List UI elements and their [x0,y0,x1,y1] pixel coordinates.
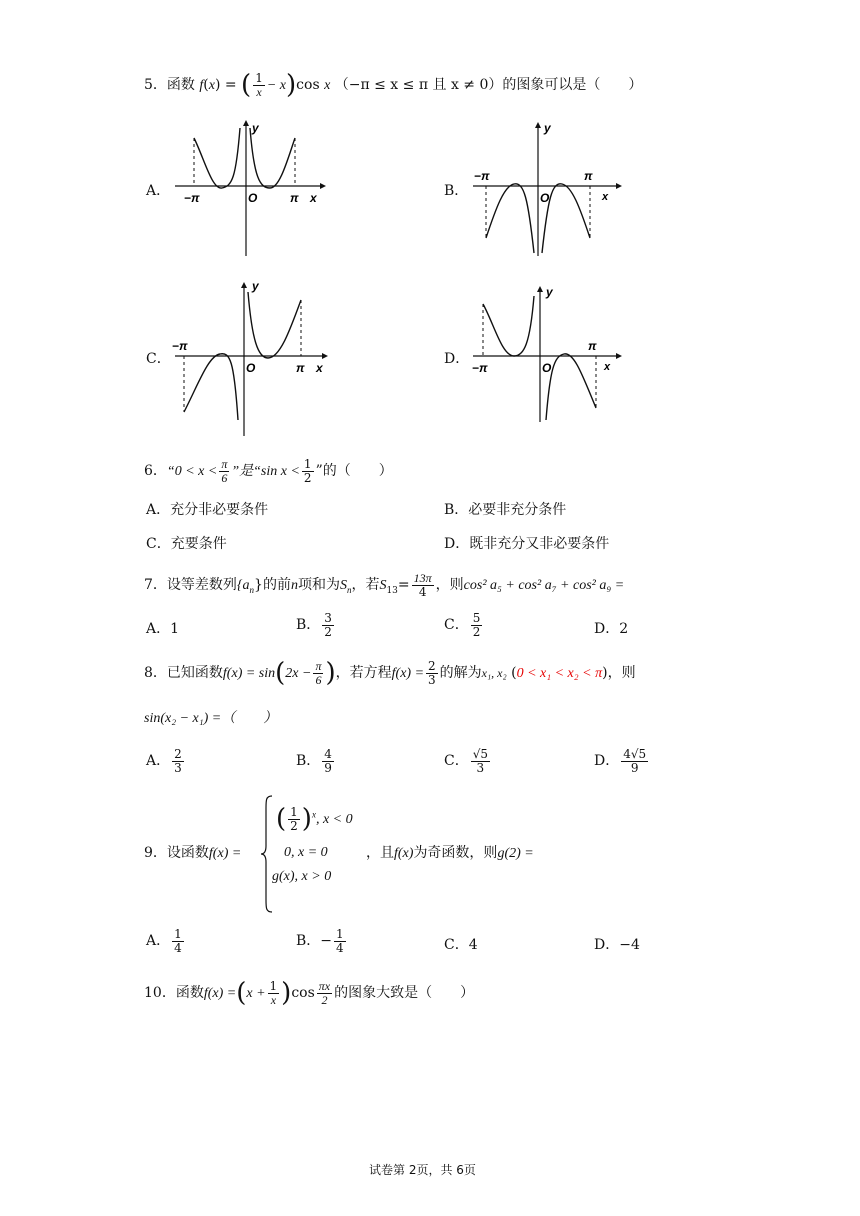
q5-stem: 5．函数 f(x) = ( $\frac{1}{x}$ − x)cos x （−π ≤ x ≤ π 且 x ≠ 0）的图象可以是（ ） [144,70,643,101]
q9-option-c: C．4 [444,937,478,953]
svg-text:O: O [542,361,552,375]
svg-text:−π: −π [472,361,488,375]
q7-option-a: A．1 [146,621,180,637]
svg-text:π: π [588,339,597,353]
q10-stem: 10．函数f(x) =(x + $\frac{1}{x}$ )cos $\frac{\pi x}{2}$ 的图象大致是（ ） [144,978,475,1009]
q5-option-c-label: C． [146,351,171,367]
svg-text:x: x [316,361,323,375]
q5-option-b-label: B． [444,183,469,199]
q9-case-2: 0, x = 0 [284,845,328,860]
q8-option-a: A． $\frac{2}{3}$ [146,747,182,775]
q6-option-b: B．必要非充分条件 [444,502,567,518]
q7-option-d: D．2 [594,621,629,637]
q8-option-c: C． $\frac{√5}{3}$ [444,747,488,775]
svg-text:y: y [546,285,553,299]
svg-text:x: x [604,361,611,373]
q8-stem: 8．已知函数f(x) = sin(2x − $\frac{\pi}{6}$ )，若方程f(x) = $\frac{2}{3}$ 的解为x₁, x₂ (0 < x₁ < x₂ < π)，则 [144,658,636,689]
q5-option-d-label: D． [444,351,470,367]
q9-case-1: ( $\frac{1}{2}$ )$^x$, x < 0 [276,804,353,835]
q7-option-b: B． $\frac{3}{2}$ [296,611,332,639]
svg-text:y: y [252,121,259,135]
q5-graph-b [468,118,628,260]
svg-text:y: y [544,121,551,135]
q5-option-a-label: A． [146,183,171,199]
svg-text:−π: −π [474,169,490,183]
q8-line2: sin(x₂ − x₁) =（ ） [144,711,278,726]
q7-option-c: C． $\frac{5}{2}$ [444,611,481,639]
q6-option-a: A．充分非必要条件 [146,502,269,518]
svg-text:O: O [248,191,258,205]
q9-stem: 9．设函数f(x) = [144,845,242,861]
q6-option-d: D．既非充分又非必要条件 [444,536,610,552]
svg-text:π: π [290,191,299,205]
svg-text:x: x [602,191,609,203]
q6-option-c: C．充要条件 [146,536,227,552]
q7-stem: 7．设等差数列$\{a_n\}$的前n项和为$S_n$，若$S_{13}=$ $\frac{13\pi}{4}$ ，则cos² a₅ + cos² a₇ + cos² a₉ = [144,571,625,599]
q6-stem: 6．“0 < x < $\frac{\pi}{6}$ ”是“sin x < $\frac{1}{2}$ ”的（ ） [144,457,393,485]
q5-graph-a [170,118,330,260]
q8-option-b: B． $\frac{4}{9}$ [296,747,332,775]
svg-text:y: y [252,280,259,293]
q9-case-3: g(x), x > 0 [272,869,332,884]
q9-option-d: D．−4 [594,937,640,953]
svg-text:x: x [310,191,317,205]
q5-graph-c [170,280,330,440]
q8-option-d: D． $\frac{4√5}{9}$ [594,747,647,775]
svg-text:π: π [584,169,593,183]
q9-stem-tail: ，且f(x)为奇函数，则g(2) = [366,845,534,861]
q9-option-a: A． $\frac{1}{4}$ [146,927,182,955]
q5-graph-d [468,284,628,424]
q9-brace [260,794,274,914]
svg-text:O: O [246,361,256,375]
svg-text:π: π [296,361,305,375]
svg-text:−π: −π [184,191,200,205]
page-footer: 试卷第 2页，共 6页 [369,1163,476,1177]
q9-option-b: B．− $\frac{1}{4}$ [296,927,344,955]
svg-text:O: O [540,191,550,205]
svg-text:−π: −π [172,339,188,353]
